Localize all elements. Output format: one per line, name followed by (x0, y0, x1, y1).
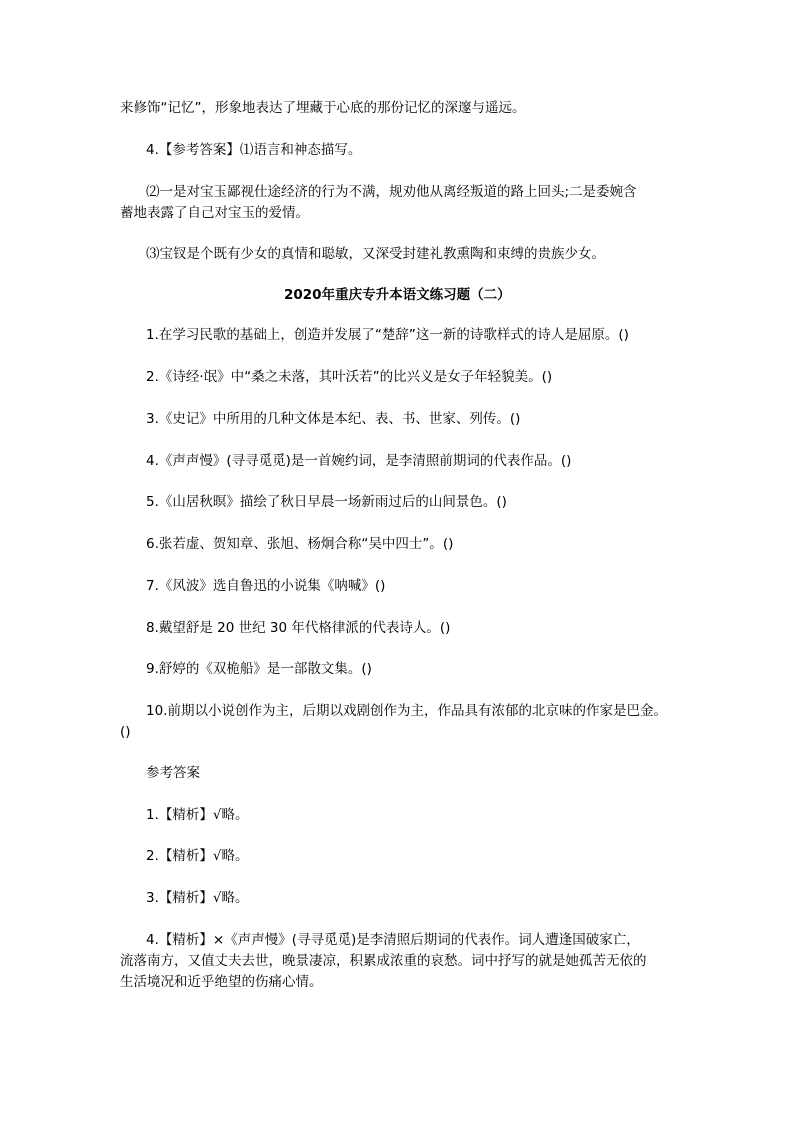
question-item: 10.前期以小说创作为主，后期以戏剧创作为主，作品具有浓郁的北京味的作家是巴金。 (146, 703, 667, 719)
answer-item: 流落南方，又值丈夫去世，晚景凄凉，积累成浓重的哀愁。词中抒写的就是她孤苦无依的 (120, 953, 647, 969)
question-item: 7.《风波》选自鲁迅的小说集《呐喊》() (146, 578, 386, 594)
answer-item: 生活境况和近乎绝望的伤痛心情。 (120, 974, 323, 990)
answer-item: 3.【精析】√略。 (146, 890, 249, 906)
answers-heading: 参考答案 (146, 765, 200, 781)
question-item: 5.《山居秋暝》描绘了秋日早晨一场新雨过后的山间景色。() (146, 494, 507, 510)
question-item: 6.张若虚、贺知章、张旭、杨炯合称“吴中四士”。() (146, 536, 454, 552)
question-item: 1.在学习民歌的基础上，创造并发展了“楚辞”这一新的诗歌样式的诗人是屈原。() (146, 327, 629, 343)
answer-item: 4.【精析】×《声声慢》(寻寻觅觅)是李清照后期词的代表作。词人遭逢国破家亡， (146, 932, 640, 948)
question-item: 3.《史记》中所用的几种文体是本纪、表、书、世家、列传。() (146, 411, 521, 427)
question-item: 4.《声声慢》(寻寻觅觅)是一首婉约词，是李清照前期词的代表作品。() (146, 453, 572, 469)
question-item: 2.《诗经·氓》中“桑之未落，其叶沃若”的比兴义是女子年轻貌美。() (146, 369, 553, 385)
question-item: 8.戴望舒是 20 世纪 30 年代格律派的代表诗人。() (146, 620, 451, 636)
answer-item: 1.【精析】√略。 (146, 807, 249, 823)
section-title: 2020年重庆专升本语文练习题（二） (284, 287, 511, 303)
prev-answer-line: 4.【参考答案】⑴语言和神态描写。 (146, 142, 362, 158)
question-item: () (120, 724, 131, 740)
prev-answer-line: ⑶宝钗是个既有少女的真情和聪敏，又深受封建礼教熏陶和束缚的贵族少女。 (146, 246, 605, 262)
answer-item: 2.【精析】√略。 (146, 848, 249, 864)
intro-line: 来修饰“记忆”，形象地表达了埋藏于心底的那份记忆的深邃与遥远。 (120, 100, 526, 116)
prev-answer-line: 蓄地表露了自己对宝玉的爱情。 (120, 205, 309, 221)
prev-answer-line: ⑵一是对宝玉鄙视仕途经济的行为不满，规劝他从离经叛道的路上回头;二是委婉含 (146, 184, 637, 200)
question-item: 9.舒婷的《双桅船》是一部散文集。() (146, 661, 372, 677)
